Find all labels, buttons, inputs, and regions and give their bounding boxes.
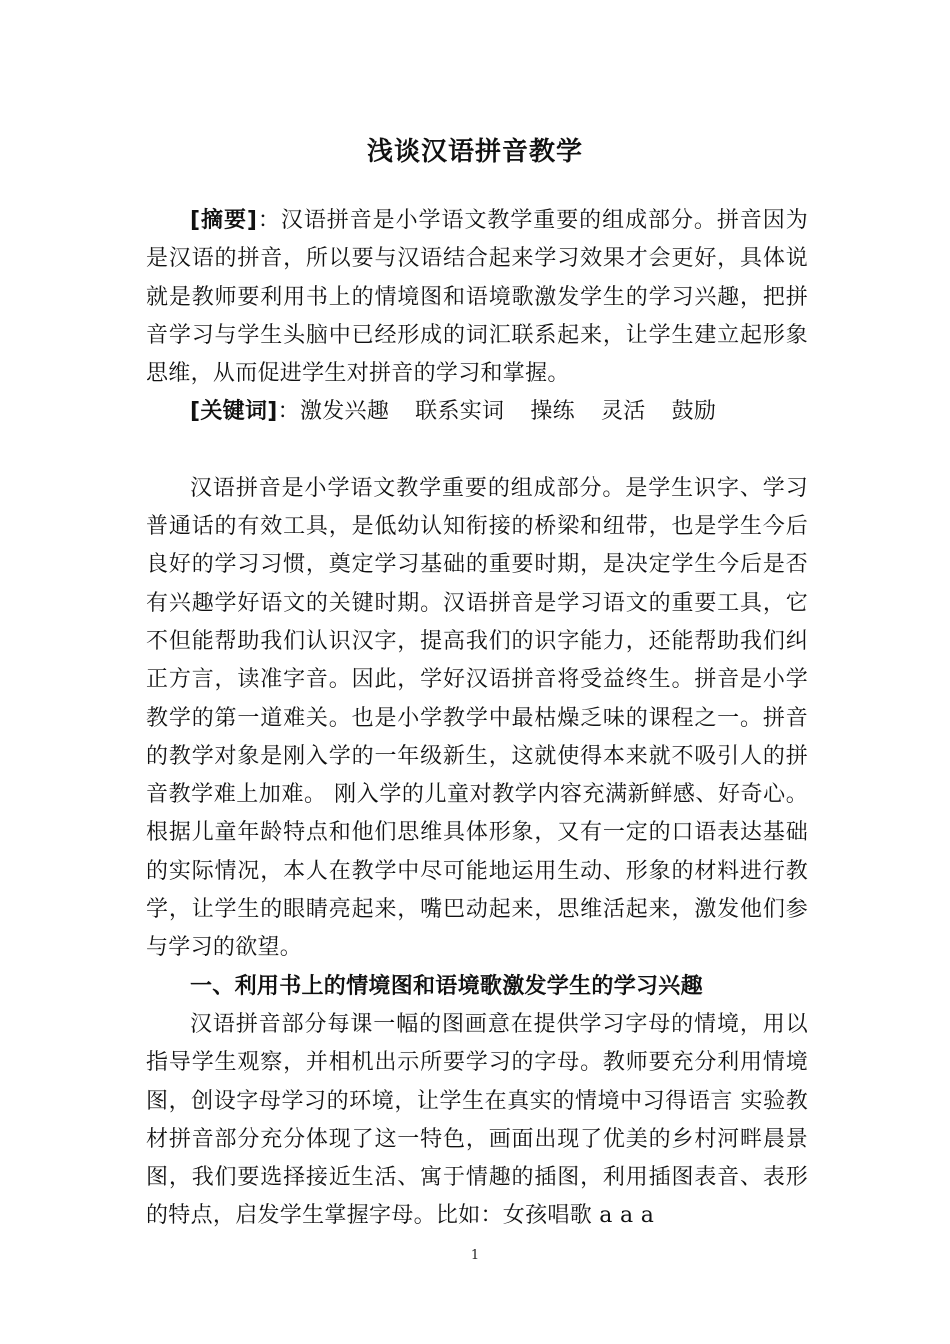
keyword-item: 操练 bbox=[530, 399, 575, 425]
abstract-paragraph bbox=[146, 202, 808, 393]
abstract-separator: ： bbox=[257, 208, 281, 233]
keyword-item: 激发兴趣 bbox=[299, 399, 390, 425]
keywords-separator: ： bbox=[277, 399, 300, 425]
keyword-item: 鼓励 bbox=[671, 399, 717, 425]
keyword-item: 联系实词 bbox=[415, 399, 505, 425]
section-heading: 一、利用书上的情境图和语境歌激发学生的学习兴趣 bbox=[190, 973, 703, 999]
keywords-line bbox=[146, 393, 808, 431]
page-number: 1 bbox=[470, 1248, 480, 1263]
body-paragraph: 汉语拼音是小学语文教学重要的组成部分。是学生识字、学习普通话的有效工具，是低幼认知衔接的桥梁和纽带，也是学生今后良好的学习习惯，奠定学习基础的重要时期，是决定学生今后是否有兴趣学好语文的关键时期。汉语拼音是学习语文的重要工具，它不但能帮助我们认识汉字，提高我们的识字能力，还能帮助我们纠正方言，读准字音。因此，学好汉语拼音将受益终生。拼音是小学教学的第一道难关。也是小学教学中最枯燥乏味的课程之一。拼音的教学对象是刚入学的一年级新生，这就使得本来就不吸引人的拼音教学难上加难。 刚入学的儿童对教学内容充满新鲜感、好奇心。根据儿童年龄特点和他们思维具体形象，又有一定的口语表达基础的实际情况，本人在教学中尽可能地运用生动、形象的材料进行教学，让学生的眼睛亮起来，嘴巴动起来，思维活起来，激发他们参与学习的欲望。 bbox=[146, 475, 808, 961]
document-title: 浅谈汉语拼音教学 bbox=[366, 137, 583, 167]
keywords-label: [关键词] bbox=[190, 399, 278, 425]
section-paragraph: 汉语拼音部分每课一幅的图画意在提供学习字母的情境，用以指导学生观察，并相机出示所要学习的字母。教师要充分利用情境图，创设字母学习的环境，让学生在真实的情境中习得语言 实验教材拼音部分充分体现了这一特色，画面出现了优美的乡村河畔晨景图，我们要选择接近生活、寓于情趣的插图，利用插图表音、表形的特点，启发学生掌握字母。比如：女孩唱歌 a a a bbox=[146, 1011, 808, 1229]
paragraph-gap bbox=[146, 432, 808, 470]
abstract-text: 汉语拼音是小学语文教学重要的组成部分。拼音因为是汉语的拼音，所以要与汉语结合起来学习效果才会更好，具体说就是教师要利用书上的情境图和语境歌激发学生的学习兴趣，把拼音学习与学生头脑中已经形成的词汇联系起来，让学生建立起形象思维，从而促进学生对拼音的学习和掌握。 bbox=[146, 208, 809, 387]
abstract-label: [摘要] bbox=[190, 208, 258, 233]
document-body bbox=[146, 202, 808, 1236]
keyword-item: 灵活 bbox=[600, 399, 646, 425]
